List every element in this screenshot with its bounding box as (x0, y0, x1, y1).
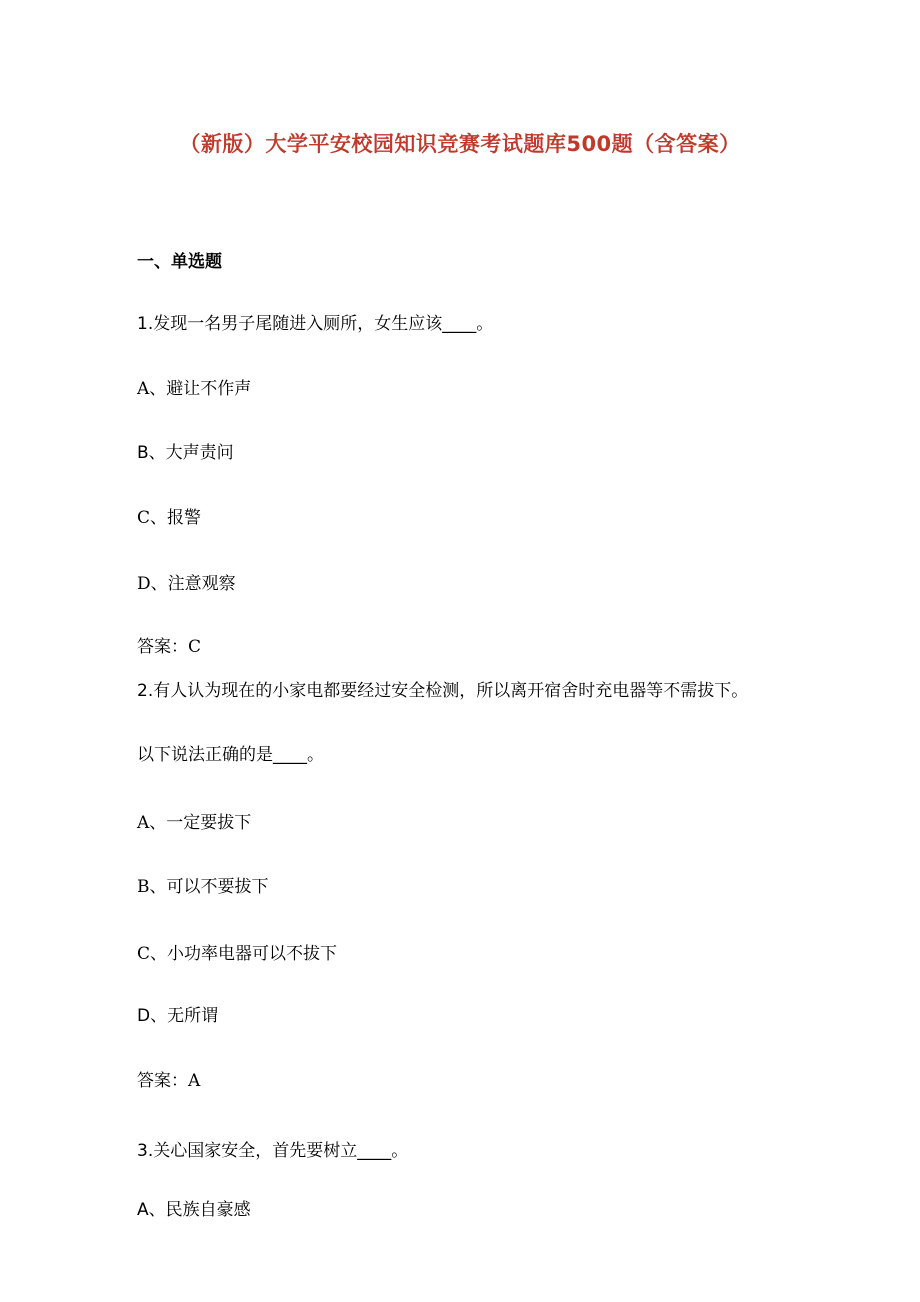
question-2-option-a: A、一定要拔下 (137, 813, 252, 833)
question-3-option-a: A、民族自豪感 (137, 1200, 251, 1220)
question-1-answer: 答案：C (137, 637, 202, 657)
question-1-option-a: A、避让不作声 (137, 379, 252, 399)
question-2-option-b: B、可以不要拔下 (137, 877, 269, 897)
question-2-stem-cont: 以下说法正确的是____。 (137, 745, 324, 765)
question-3-stem: 3.关心国家安全，首先要树立____。 (137, 1141, 409, 1161)
question-2-option-d: D、无所谓 (137, 1006, 219, 1026)
question-1-option-b: B、大声责问 (137, 443, 234, 463)
question-2-answer: 答案：A (137, 1071, 201, 1091)
question-2-stem: 2.有人认为现在的小家电都要经过安全检测，所以离开宿舍时充电器等不需拔下。 (137, 681, 749, 701)
section-heading: 一、单选题 (137, 252, 222, 272)
question-1-option-c: C、报警 (137, 508, 202, 528)
question-2-option-c: C、小功率电器可以不拔下 (137, 944, 338, 964)
question-1-option-d: D、注意观察 (137, 574, 236, 594)
question-1-stem: 1.发现一名男子尾随进入厕所，女生应该____。 (137, 314, 494, 334)
document-title: （新版）大学平安校园知识竞赛考试题库500题（含答案） (179, 132, 741, 156)
